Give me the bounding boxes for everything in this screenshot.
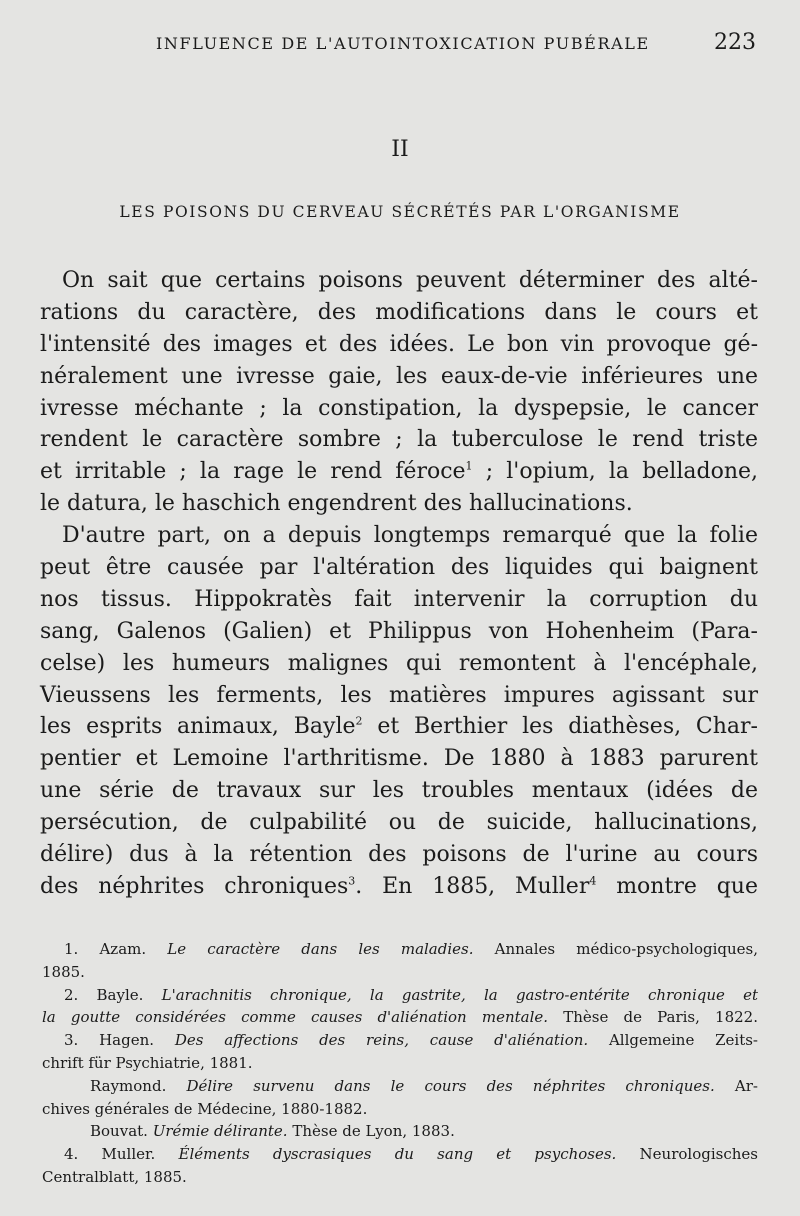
body-line: délire) dus à la rétention des poisons de l'urine au cours bbox=[40, 842, 758, 868]
footnote-text: 4. Muller. bbox=[64, 1145, 179, 1164]
running-head: INFLUENCE DE L'AUTOINTOXICATION PUBÉRALE bbox=[156, 34, 650, 53]
body-line: néralement une ivresse gaie, les eaux-de-vie inférieures une bbox=[40, 363, 758, 389]
footnote-ref: 1 bbox=[465, 460, 473, 474]
footnote-title: la goutte considérées comme causes d'aliénation mentale. bbox=[42, 1008, 549, 1027]
footnotes bbox=[42, 938, 758, 1189]
body-text-run: . En 1885, Muller bbox=[355, 873, 590, 899]
footnote-text: Thèse de Paris, 1822. bbox=[548, 1008, 758, 1027]
body-text-run: ; l'opium, la belladone, bbox=[472, 459, 758, 485]
body-text-run: et irritable ; la rage le rend féroce bbox=[40, 459, 466, 485]
body-line bbox=[40, 711, 758, 743]
footnote-text: 3. Hagen. bbox=[64, 1031, 175, 1050]
body-line: peut être causée par l'altération des liquides qui baignent bbox=[40, 555, 758, 581]
footnote-line: 1885. bbox=[42, 962, 85, 981]
footnote-line: Centralblatt, 1885. bbox=[42, 1167, 187, 1186]
footnote-text: 2. Bayle. bbox=[64, 985, 162, 1004]
footnote-text: Allgemeine Zeits- bbox=[588, 1031, 758, 1050]
body-line: Vieussens les ferments, les matières impures agissant sur bbox=[40, 682, 758, 708]
footnote-title: L'arachnitis chronique, la gastrite, la gastro-entérite chronique et bbox=[161, 985, 759, 1004]
body-text bbox=[40, 265, 758, 903]
footnote-text: Raymond. bbox=[90, 1076, 187, 1095]
body-line: celse) les humeurs malignes qui remontent à l'encéphale, bbox=[40, 650, 758, 676]
body-line: nos tissus. Hippokratès fait intervenir la corruption du bbox=[40, 586, 758, 612]
body-text-run: montre que bbox=[596, 873, 758, 899]
footnote-line: chrift für Psychiatrie, 1881. bbox=[42, 1053, 253, 1072]
footnote-line: chives générales de Médecine, 1880-1882. bbox=[42, 1099, 368, 1118]
body-line: l'intensité des images et des idées. Le bon vin provoque gé- bbox=[40, 331, 758, 357]
footnote-text: Neurologisches bbox=[616, 1145, 758, 1164]
footnote-title: Éléments dyscrasiques du sang et psychoses. bbox=[178, 1145, 617, 1164]
section-number: II bbox=[391, 137, 409, 162]
footnote-text: Bouvat. bbox=[90, 1122, 153, 1141]
section-title: LES POISONS DU CERVEAU SÉCRÉTÉS PAR L'ORGANISME bbox=[119, 203, 681, 221]
body-line: pentier et Lemoine l'arthritisme. De 1880 à 1883 parurent bbox=[40, 746, 758, 772]
body-line: On sait que certains poisons peuvent déterminer des alté- bbox=[62, 268, 758, 293]
footnote-ref: 3 bbox=[348, 874, 356, 888]
footnote-ref: 2 bbox=[355, 715, 363, 729]
footnote-line bbox=[42, 1006, 758, 1029]
body-text-run: et Berthier les diathèses, Char- bbox=[362, 714, 758, 740]
footnote-text: Ar- bbox=[714, 1076, 758, 1095]
footnote-title: Délire survenu dans le cours des néphrites chroniques. bbox=[186, 1076, 715, 1095]
footnote-text: Annales médico-psychologiques, bbox=[473, 940, 758, 958]
footnote-line bbox=[42, 1029, 758, 1052]
body-line: ivresse méchante ; la constipation, la dyspepsie, le cancer bbox=[40, 395, 758, 421]
body-line: rations du caractère, des modifications dans le cours et bbox=[40, 299, 758, 325]
body-line bbox=[40, 456, 758, 488]
footnote-line bbox=[42, 938, 758, 961]
body-line: une série de travaux sur les troubles mentaux (idées de bbox=[40, 778, 758, 804]
body-line bbox=[40, 871, 758, 903]
footnote-title: Le caractère dans les maladies. bbox=[167, 940, 474, 958]
body-line: persécution, de culpabilité ou de suicide, hallucinations, bbox=[40, 810, 758, 836]
footnote-line bbox=[42, 984, 758, 1007]
body-line: D'autre part, on a depuis longtemps remarqué que la folie bbox=[62, 523, 758, 549]
body-text-run: les esprits animaux, Bayle bbox=[40, 714, 356, 740]
body-line: le datura, le haschich engendrent des hallucinations. bbox=[40, 491, 633, 517]
footnote-title: Des affections des reins, cause d'aliénation. bbox=[174, 1031, 589, 1050]
body-line: rendent le caractère sombre ; la tuberculose le rend triste bbox=[40, 427, 758, 453]
footnote-ref: 4 bbox=[589, 874, 597, 888]
footnote-text: Thèse de Lyon, 1883. bbox=[287, 1122, 455, 1141]
footnote-line bbox=[42, 1075, 758, 1098]
footnote-line bbox=[42, 1143, 758, 1166]
body-text-run: des néphrites chroniques bbox=[40, 873, 349, 899]
body-line: sang, Galenos (Galien) et Philippus von Hohenheim (Para- bbox=[40, 618, 758, 644]
footnote-text: 1. Azam. bbox=[64, 940, 168, 958]
page-number: 223 bbox=[714, 30, 756, 55]
footnote-line bbox=[42, 1120, 758, 1143]
footnote-title: Urémie délirante. bbox=[152, 1122, 288, 1141]
